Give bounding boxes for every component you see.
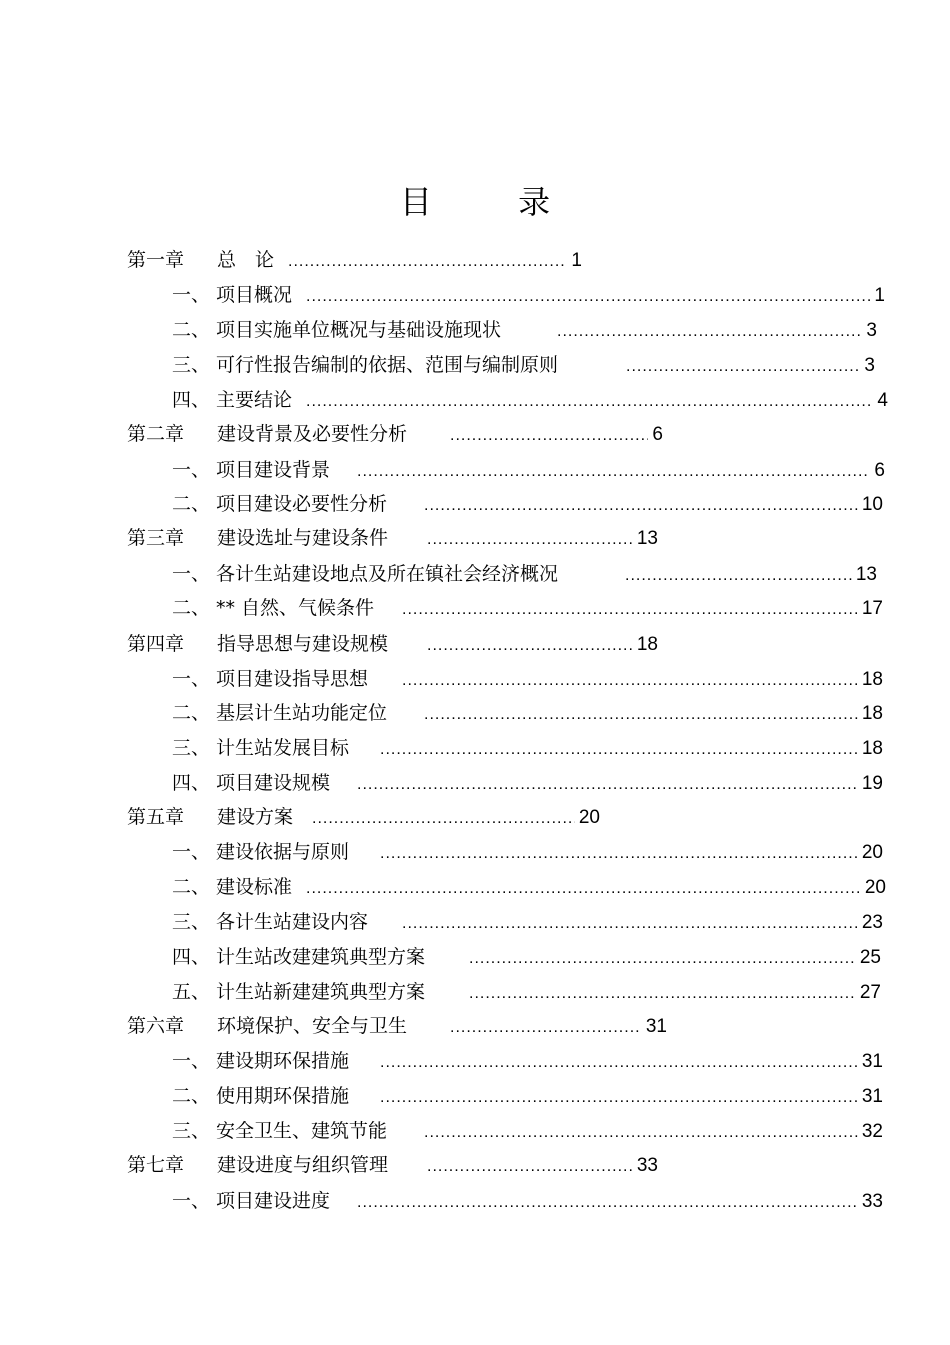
toc-entry-label: 建设标准 xyxy=(216,876,293,898)
toc-entry-label: 建设期环保措施 xyxy=(216,1050,350,1072)
toc-page-number: 18 xyxy=(861,703,883,724)
toc-section-entry[interactable] xyxy=(172,490,883,518)
toc-dot-leader xyxy=(380,840,858,868)
toc-entry-number: 二、 xyxy=(172,597,211,619)
toc-page-number: 20 xyxy=(861,842,883,863)
toc-entry-number: 第六章 xyxy=(127,1015,185,1037)
toc-dot-leader xyxy=(424,492,858,520)
toc-entry-number: 一、 xyxy=(172,459,211,481)
toc-entry-label: 主要结论 xyxy=(216,389,293,411)
toc-dot-leader xyxy=(402,596,858,624)
toc-page-number: 31 xyxy=(861,1051,883,1072)
toc-chapter-entry[interactable] xyxy=(127,803,600,831)
toc-section-entry[interactable] xyxy=(172,316,877,344)
toc-section-entry[interactable] xyxy=(172,908,883,936)
toc-dot-leader xyxy=(424,701,858,729)
toc-dot-leader xyxy=(469,945,856,973)
toc-entry-label: 建设方案 xyxy=(217,806,294,828)
toc-dot-leader xyxy=(469,980,856,1008)
toc-section-entry[interactable] xyxy=(172,594,883,622)
toc-section-entry[interactable] xyxy=(172,873,886,901)
toc-chapter-entry[interactable] xyxy=(127,524,658,552)
toc-dot-leader xyxy=(306,283,870,311)
toc-dot-leader xyxy=(427,526,633,554)
toc-section-entry[interactable] xyxy=(172,838,883,866)
toc-entry-number: 一、 xyxy=(172,284,211,306)
toc-page-number: 13 xyxy=(636,528,658,549)
toc-section-entry[interactable] xyxy=(172,1187,883,1215)
toc-entry-number: 第四章 xyxy=(127,633,185,655)
toc-dot-leader xyxy=(380,1049,858,1077)
toc-entry-label: 指导思想与建设规模 xyxy=(217,633,389,655)
toc-section-entry[interactable] xyxy=(172,943,881,971)
toc-chapter-entry[interactable] xyxy=(127,420,663,448)
toc-entry-label: ** 自然、气候条件 xyxy=(216,597,375,619)
toc-page-number: 18 xyxy=(636,634,658,655)
toc-entry-label: 可行性报告编制的依据、范围与编制原则 xyxy=(216,354,559,376)
toc-entry-number: 五、 xyxy=(172,981,211,1003)
toc-entry-number: 第一章 xyxy=(127,249,185,271)
toc-entry-number: 一、 xyxy=(172,1190,211,1212)
toc-entry-number: 四、 xyxy=(172,946,211,968)
toc-entry-label: 环境保护、安全与卫生 xyxy=(217,1015,408,1037)
toc-page-number: 3 xyxy=(864,355,875,376)
toc-section-entry[interactable] xyxy=(172,699,883,727)
toc-page-number: 18 xyxy=(861,669,883,690)
toc-dot-leader xyxy=(557,318,862,346)
toc-entry-number: 二、 xyxy=(172,319,211,341)
toc-entry-label: 建设进度与组织管理 xyxy=(217,1154,389,1176)
toc-dot-leader xyxy=(402,910,858,938)
toc-page-number: 18 xyxy=(861,738,883,759)
toc-entry-label: 计生站改建建筑典型方案 xyxy=(216,946,426,968)
toc-chapter-entry[interactable] xyxy=(127,630,658,658)
toc-page-number: 6 xyxy=(874,460,885,481)
toc-entry-label: 使用期环保措施 xyxy=(216,1085,350,1107)
toc-dot-leader xyxy=(288,248,567,276)
toc-dot-leader xyxy=(625,562,852,590)
toc-section-entry[interactable] xyxy=(172,1082,883,1110)
toc-entry-label: 计生站新建建筑典型方案 xyxy=(216,981,426,1003)
toc-dot-leader xyxy=(357,1189,858,1217)
toc-dot-leader xyxy=(427,1153,633,1181)
toc-dot-leader xyxy=(380,736,858,764)
toc-section-entry[interactable] xyxy=(172,665,883,693)
toc-dot-leader xyxy=(427,632,633,660)
toc-dot-leader xyxy=(306,388,873,416)
toc-section-entry[interactable] xyxy=(172,281,885,309)
toc-entry-number: 三、 xyxy=(172,354,211,376)
toc-entry-label: 总 论 xyxy=(217,249,275,271)
toc-chapter-entry[interactable] xyxy=(127,1012,667,1040)
toc-section-entry[interactable] xyxy=(172,769,883,797)
toc-entry-number: 第五章 xyxy=(127,806,185,828)
toc-entry-label: 项目建设进度 xyxy=(216,1190,331,1212)
toc-entry-number: 四、 xyxy=(172,389,211,411)
toc-entry-number: 第三章 xyxy=(127,527,185,549)
toc-section-entry[interactable] xyxy=(172,1047,883,1075)
toc-page-number: 31 xyxy=(861,1086,883,1107)
toc-entry-number: 一、 xyxy=(172,841,211,863)
toc-entry-number: 二、 xyxy=(172,1085,211,1107)
toc-entry-number: 一、 xyxy=(172,563,211,585)
toc-page-number: 23 xyxy=(861,912,883,933)
toc-section-entry[interactable] xyxy=(172,351,875,379)
toc-page-number: 27 xyxy=(859,982,881,1003)
toc-page-number: 33 xyxy=(636,1155,658,1176)
toc-page-number: 1 xyxy=(874,285,885,306)
toc-entry-label: 各计生站建设内容 xyxy=(216,911,369,933)
toc-dot-leader xyxy=(312,805,575,833)
toc-title: 目 录 xyxy=(399,183,589,221)
toc-entry-label: 建设选址与建设条件 xyxy=(217,527,389,549)
toc-dot-leader xyxy=(402,667,858,695)
toc-section-entry[interactable] xyxy=(172,386,888,414)
toc-entry-number: 三、 xyxy=(172,737,211,759)
toc-entry-label: 项目建设指导思想 xyxy=(216,668,369,690)
toc-page-number: 4 xyxy=(877,390,888,411)
toc-entry-label: 基层计生站功能定位 xyxy=(216,702,388,724)
toc-entry-label: 各计生站建设地点及所在镇社会经济概况 xyxy=(216,563,559,585)
toc-chapter-entry[interactable] xyxy=(127,1151,658,1179)
toc-page-number: 6 xyxy=(652,424,663,445)
toc-entry-number: 第七章 xyxy=(127,1154,185,1176)
toc-dot-leader xyxy=(450,1014,642,1042)
toc-page-number: 20 xyxy=(578,807,600,828)
toc-entry-number: 四、 xyxy=(172,772,211,794)
toc-section-entry[interactable] xyxy=(172,456,885,484)
toc-page-number: 25 xyxy=(859,947,881,968)
toc-page-number: 32 xyxy=(861,1121,883,1142)
toc-page-number: 33 xyxy=(861,1191,883,1212)
toc-entry-number: 三、 xyxy=(172,911,211,933)
toc-dot-leader xyxy=(306,875,861,903)
toc-page-number: 17 xyxy=(861,598,883,619)
toc-entry-label: 建设背景及必要性分析 xyxy=(217,423,408,445)
toc-section-entry[interactable] xyxy=(172,1117,883,1145)
toc-page-number: 3 xyxy=(866,320,877,341)
toc-dot-leader xyxy=(450,422,648,450)
toc-section-entry[interactable] xyxy=(172,978,881,1006)
toc-entry-number: 二、 xyxy=(172,702,211,724)
toc-entry-number: 三、 xyxy=(172,1120,211,1142)
toc-section-entry[interactable] xyxy=(172,734,883,762)
toc-entry-number: 二、 xyxy=(172,876,211,898)
toc-page-number: 13 xyxy=(855,564,877,585)
toc-dot-leader xyxy=(424,1119,858,1147)
toc-dot-leader xyxy=(380,1084,858,1112)
toc-entry-label: 计生站发展目标 xyxy=(216,737,350,759)
toc-entry-number: 一、 xyxy=(172,1050,211,1072)
toc-page-number: 19 xyxy=(861,773,883,794)
toc-entry-number: 第二章 xyxy=(127,423,185,445)
toc-dot-leader xyxy=(626,353,860,381)
toc-entry-number: 一、 xyxy=(172,668,211,690)
toc-entry-label: 项目建设必要性分析 xyxy=(216,493,388,515)
toc-page-number: 20 xyxy=(864,877,886,898)
toc-dot-leader xyxy=(357,458,870,486)
toc-page-number: 1 xyxy=(571,250,582,271)
toc-entry-label: 建设依据与原则 xyxy=(216,841,350,863)
toc-section-entry[interactable] xyxy=(172,560,877,588)
toc-entry-number: 二、 xyxy=(172,493,211,515)
toc-entry-label: 项目实施单位概况与基础设施现状 xyxy=(216,319,502,341)
toc-chapter-entry[interactable] xyxy=(127,246,582,274)
toc-entry-label: 项目建设背景 xyxy=(216,459,331,481)
toc-page-number: 10 xyxy=(861,494,883,515)
toc-entry-label: 项目建设规模 xyxy=(216,772,331,794)
toc-page-number: 31 xyxy=(645,1016,667,1037)
toc-entry-label: 安全卫生、建筑节能 xyxy=(216,1120,388,1142)
toc-dot-leader xyxy=(357,771,858,799)
toc-entry-label: 项目概况 xyxy=(216,284,293,306)
